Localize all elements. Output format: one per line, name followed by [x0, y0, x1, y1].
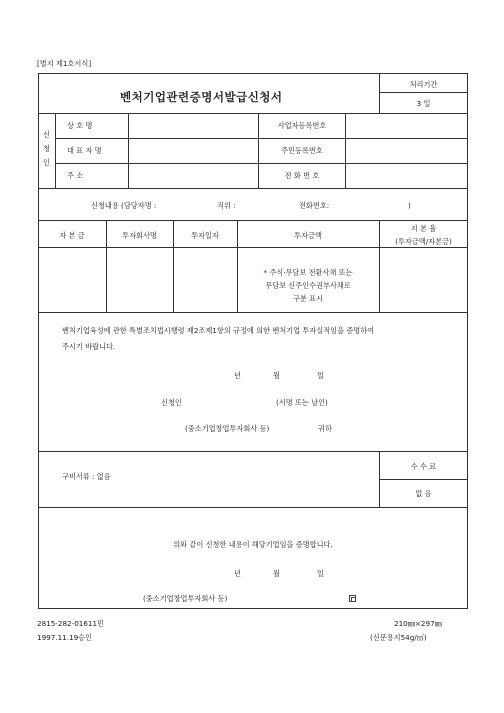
capital-field[interactable]	[39, 248, 105, 311]
investor-name-header: 투자회사명	[122, 231, 157, 240]
statement-line-2: 주시기 바랍니다.	[62, 342, 116, 351]
business-reg-label: 사업자등록번호	[277, 121, 327, 130]
divider	[38, 451, 468, 452]
representative-field[interactable]	[129, 139, 257, 162]
divider	[38, 188, 468, 189]
statement-line-1: 벤처기업육성에 관한 특별조치법시행령 제2조제1항의 규정에 의한 벤처기업 투자실적임을 증명하여	[62, 326, 375, 335]
applicant-sign-label: 신청인	[161, 398, 182, 407]
divider	[38, 312, 468, 313]
divider	[38, 220, 468, 221]
seal-icon	[349, 595, 356, 602]
approval-date: 1997.11.19승인	[37, 633, 93, 642]
applicant-side-label: 신청인	[43, 130, 50, 167]
business-reg-field[interactable]	[346, 114, 467, 137]
contact-phone-label: 전화번호:	[299, 201, 330, 210]
form-number: [별지 제1호서식]	[37, 59, 92, 68]
amount-note-2: 무담보 신주인수권부사채로	[265, 281, 351, 290]
capital-header: 자 본 금	[59, 231, 85, 240]
divider	[379, 92, 468, 93]
date-month: 월	[273, 371, 280, 380]
investment-date-field[interactable]	[174, 248, 236, 311]
cert-date-year: 년	[234, 569, 241, 578]
date-day: 일	[317, 371, 324, 380]
request-close-paren: )	[408, 201, 411, 210]
paper-size: 210㎜×297㎜	[394, 619, 442, 628]
processing-label: 처리기간	[409, 80, 438, 89]
divider	[55, 113, 56, 188]
resident-number-label: 주민등록번호	[281, 146, 323, 155]
recipient-label: (중소기업창업투자회사 등)	[185, 424, 270, 433]
company-name-field[interactable]	[129, 114, 257, 137]
recipient-suffix: 귀하	[318, 424, 332, 433]
ratio-subheader: (투자금액/자본금)	[395, 237, 452, 246]
fee-value: 없 음	[415, 489, 432, 498]
phone-field[interactable]	[346, 164, 467, 187]
ratio-field[interactable]	[380, 248, 467, 311]
amount-note-3: 구분 표시	[292, 294, 324, 303]
company-name-label: 상 호 명	[67, 121, 93, 130]
request-content-label: 신청내용 (담당자명 :	[91, 201, 157, 210]
investment-amount-header: 투자금액	[294, 231, 322, 240]
date-year: 년	[234, 371, 241, 380]
ratio-header: 지 본 율	[410, 224, 437, 233]
phone-label: 전 화 번 호	[284, 171, 320, 180]
processing-value: 3 일	[416, 99, 431, 108]
position-label: 직위 :	[217, 201, 236, 210]
cert-date-month: 월	[273, 569, 280, 578]
issuer-label: (중소기업창업투자회사 등)	[143, 594, 228, 603]
certification-text: 위와 같이 신청한 내용이 해당기업임을 증명합니다.	[173, 540, 333, 549]
divider	[38, 507, 468, 508]
divider	[379, 479, 468, 480]
address-label: 주 소	[67, 171, 84, 180]
paper-type: (신문용지54g/㎡)	[370, 633, 427, 642]
representative-label: 대 표 자 명	[67, 146, 102, 155]
signature-label: (서명 또는 날인)	[276, 398, 328, 407]
resident-number-field[interactable]	[346, 139, 467, 162]
investment-date-header: 투자일자	[191, 231, 219, 240]
cert-date-day: 일	[317, 569, 324, 578]
amount-note-1: * 주식·무담보 전환사채 또는	[263, 268, 353, 277]
form-code: 2815-282-01611민	[37, 619, 105, 628]
address-field[interactable]	[129, 164, 257, 187]
fee-label: 수 수 료	[410, 462, 437, 471]
investor-name-field[interactable]	[107, 248, 172, 311]
form-title: 벤처기업관련증명서발급신청서	[120, 90, 283, 104]
required-documents: 구비서류 : 없음	[62, 472, 111, 481]
